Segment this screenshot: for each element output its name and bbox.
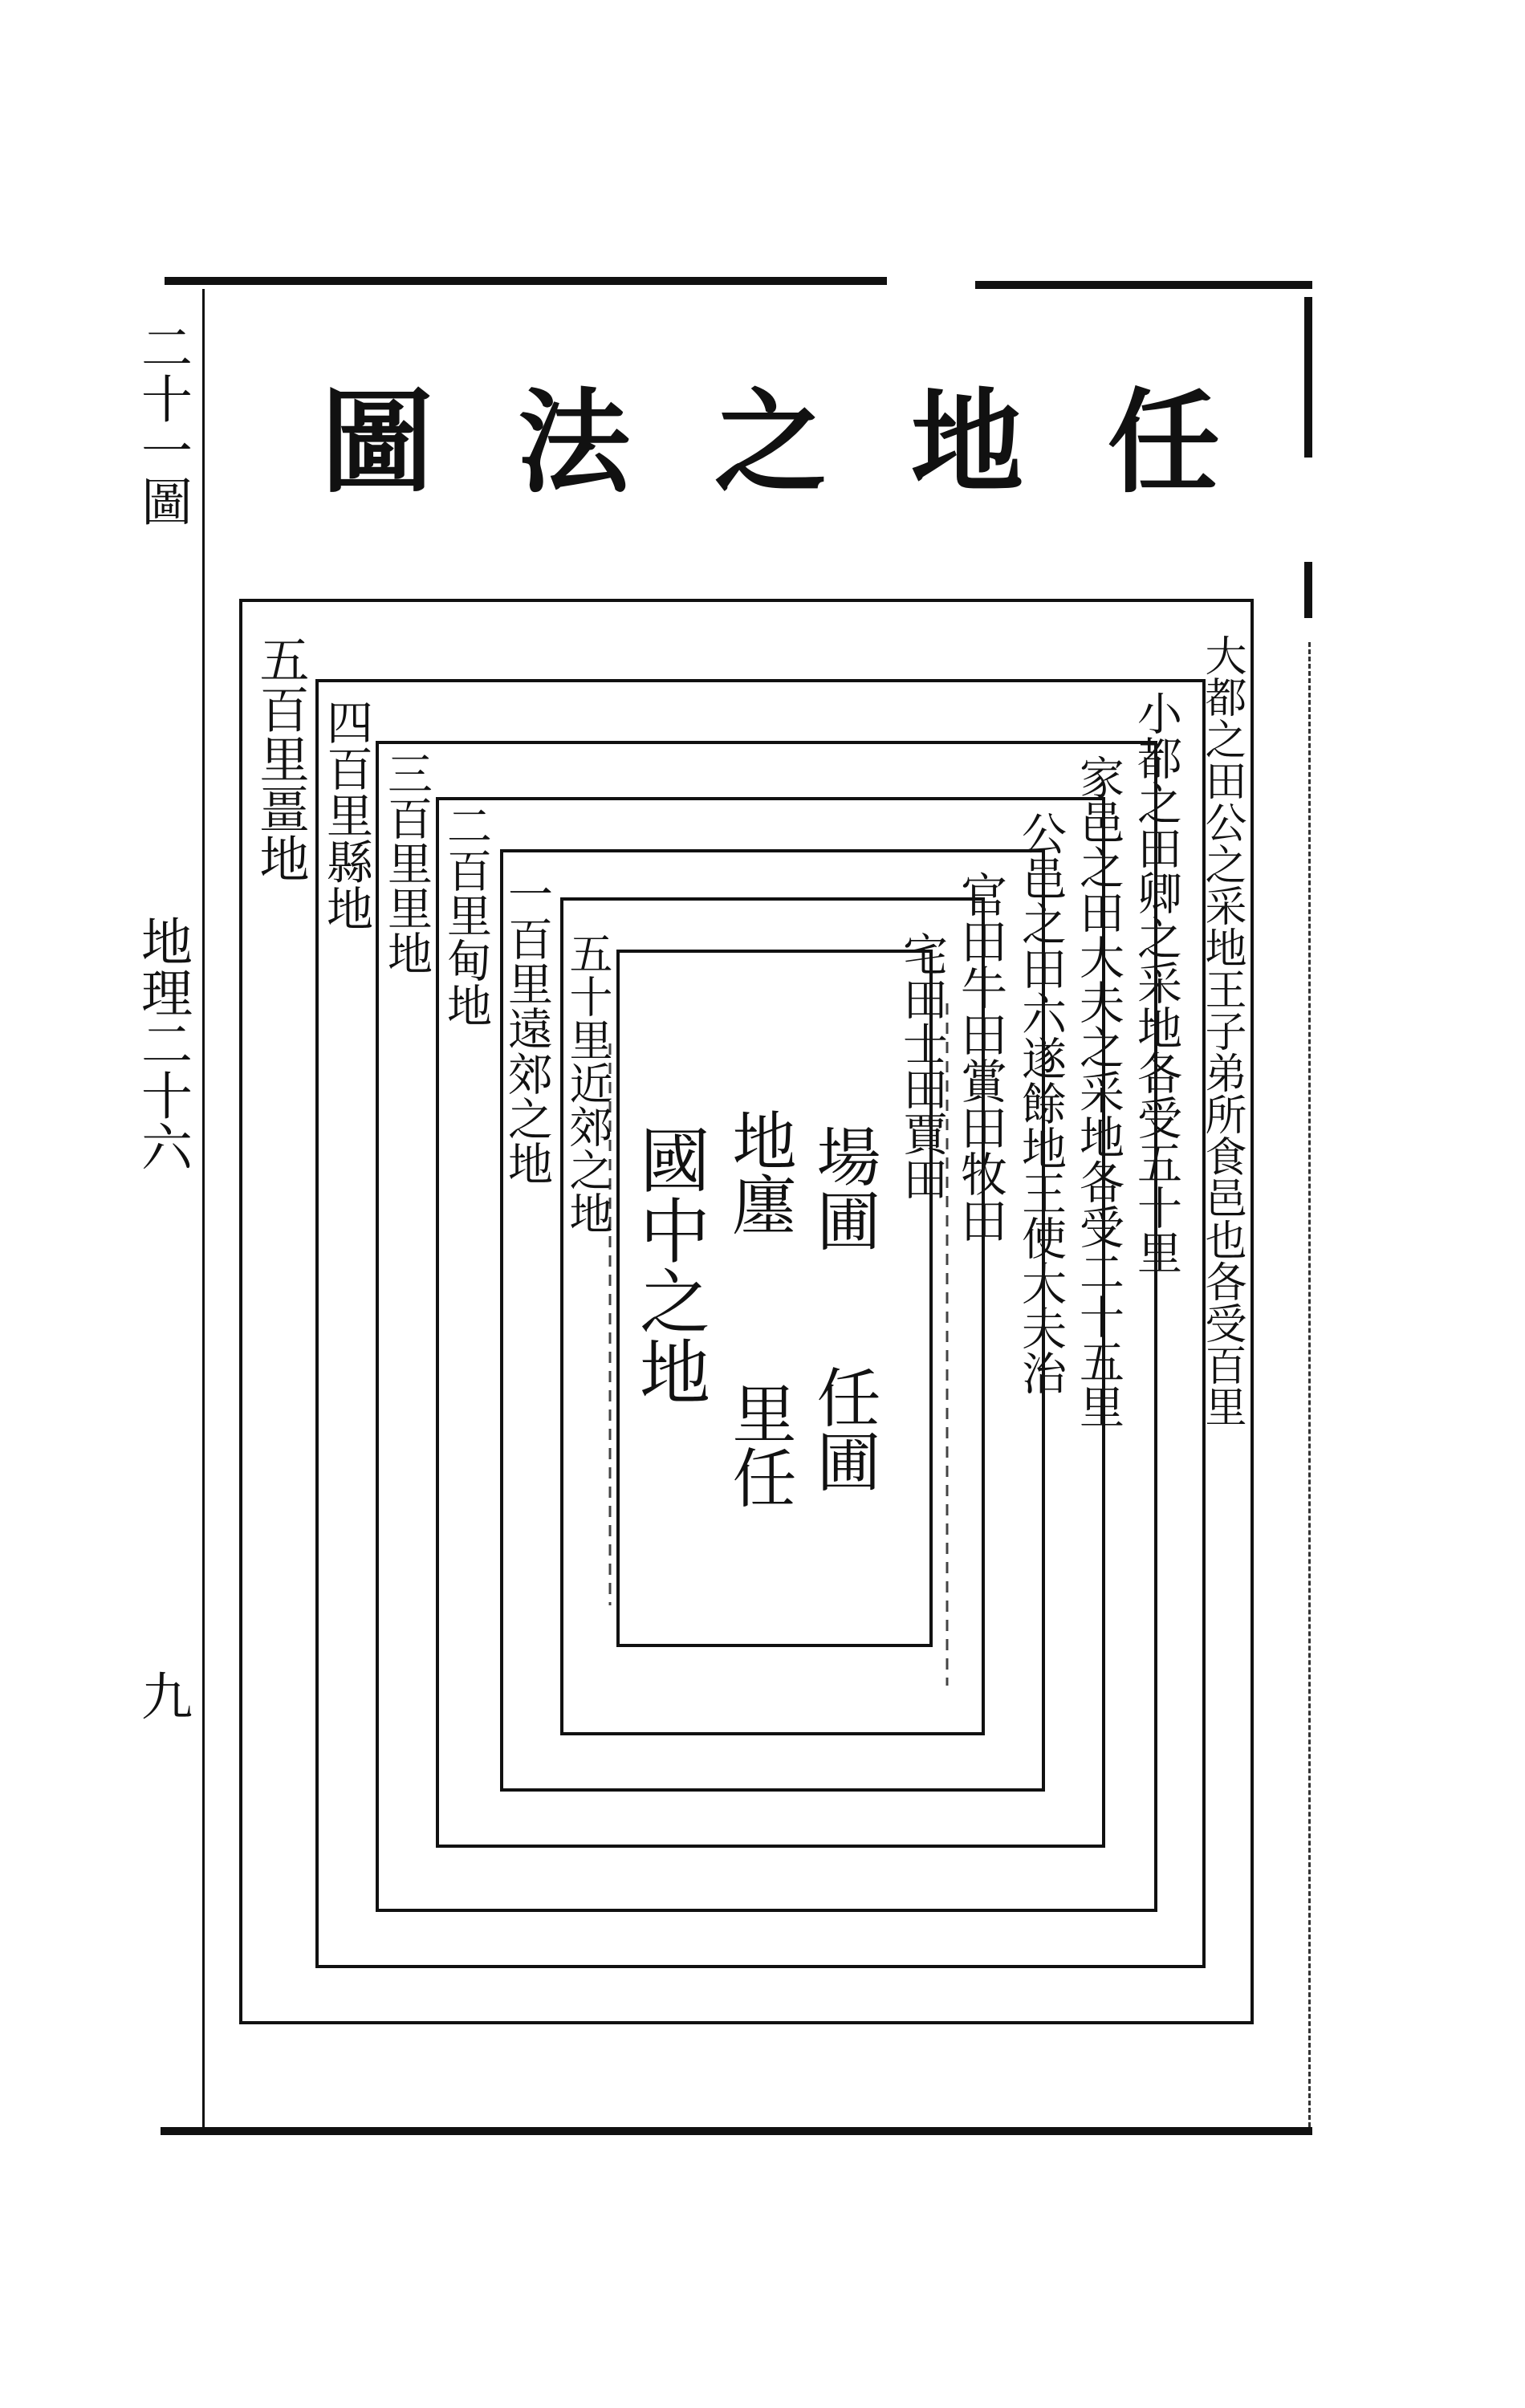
field-label-family-town: 家邑之田大夫之采地各受二十五里 [1072, 755, 1124, 1429]
title-char-1: 任 [1107, 377, 1220, 509]
zone-label-100-li: 一百里遠郊之地 [501, 871, 553, 1186]
zone-label-300-li: 三百里里地 [380, 750, 433, 975]
field-label-public-town: 公邑之田六遂餘地王使大夫治 [1015, 811, 1067, 1395]
margin-section-label: 地理二十六 [132, 915, 192, 1172]
title-char-5: 圖 [321, 377, 434, 509]
center-main-label: 國中之地 [628, 1124, 711, 1406]
zone-label-400-li: 四百里縣地 [319, 698, 373, 931]
zone-label-200-li: 二百里甸地 [440, 803, 492, 1027]
title-char-4: 法 [518, 377, 631, 509]
title-char-2: 地 [911, 377, 1024, 509]
margin-chapter-label: 二十一圖 [132, 321, 192, 527]
field-label-large-capital: 大都之田公之采地王子弟所食邑也各受百里 [1198, 634, 1246, 1427]
title-char-3: 之 [714, 377, 828, 509]
margin-page-number: 九 [132, 1670, 192, 1721]
center-col1-top: 地廛 [722, 1108, 796, 1236]
field-label-small-capital: 小都之田卿之采地各受五十里 [1130, 690, 1182, 1275]
field-label-residential: 宅田士田賈田 [896, 931, 948, 1201]
center-col2-bottom: 任圃 [806, 1365, 880, 1493]
center-col2-top: 場圃 [806, 1124, 880, 1252]
center-col1-bottom: 里任 [722, 1381, 796, 1509]
zone-label-500-li: 五百里畺地 [251, 634, 310, 883]
field-label-official: 官田牛田賞田牧田 [953, 871, 1007, 1243]
zone-label-50-li: 五十里近郊之地 [563, 931, 613, 1235]
